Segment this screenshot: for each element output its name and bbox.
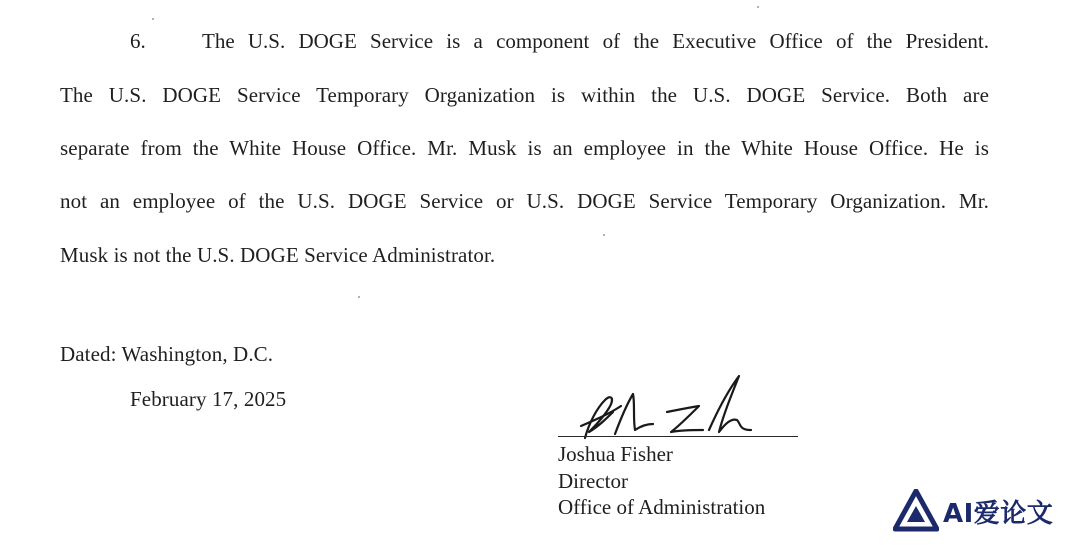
scan-speck	[152, 18, 154, 20]
ai-logo-icon	[893, 489, 939, 533]
paragraph-line-3: separate from the White House Office. Mr. Musk is an employee in the White House Office. He is	[60, 136, 989, 160]
paragraph-line-2: The U.S. DOGE Service Temporary Organization is within the U.S. DOGE Service. Both are	[60, 83, 989, 107]
paragraph-number: 6.	[130, 29, 146, 53]
dated-date: February 17, 2025	[130, 387, 287, 411]
signature-line	[558, 436, 798, 437]
scan-speck	[358, 296, 360, 298]
signatory-name: Joshua Fisher	[558, 442, 673, 466]
scan-speck	[603, 234, 605, 236]
paragraph-line-1: The U.S. DOGE Service is a component of the Executive Office of the President.	[202, 29, 989, 53]
watermark	[893, 489, 1053, 533]
signatory-office: Office of Administration	[558, 495, 766, 519]
signatory-title: Director	[558, 469, 628, 493]
paragraph-line-5: Musk is not the U.S. DOGE Service Administrator.	[60, 243, 496, 267]
dated-label: Dated: Washington, D.C.	[60, 342, 274, 366]
scan-speck	[757, 6, 759, 8]
watermark-text: AI爱论文	[943, 498, 1054, 529]
paragraph-line-4: not an employee of the U.S. DOGE Service or U.S. DOGE Service Temporary Organization. Mr.	[60, 189, 989, 213]
